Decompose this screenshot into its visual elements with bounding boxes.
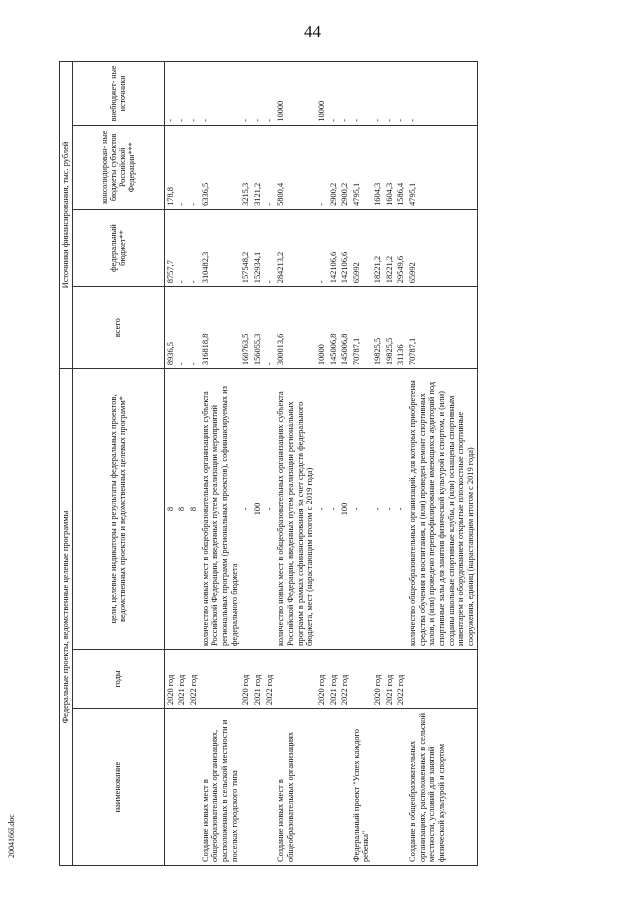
table-row — [316, 62, 328, 866]
cell-consolidated: 4795,1 — [407, 125, 477, 209]
cell-consolidated: 6336,5 — [200, 125, 241, 209]
cell-name: Создание новых мест в общеобразовательных организациях — [275, 709, 316, 866]
header-consolidated: консолидирован- ные бюджеты субъектов Российской Федерации*** — [72, 125, 164, 209]
header-group-projects: Федеральные проекты, ведомственные целевые программы — [60, 369, 73, 866]
cell-name: Федеральный проект "Успех каждого ребенка" — [351, 709, 372, 866]
table-row — [384, 62, 396, 866]
table-row — [188, 62, 200, 866]
header-total: всего — [72, 287, 164, 369]
cell-extra: - — [395, 62, 407, 126]
table-row — [351, 62, 372, 866]
cell-total: 145006,8 — [328, 287, 340, 369]
cell-year — [275, 649, 316, 708]
cell-total: 10000 — [316, 287, 328, 369]
cell-federal: 18221,2 — [384, 209, 396, 286]
cell-year — [407, 649, 477, 708]
cell-name — [328, 709, 340, 866]
cell-extra: - — [176, 62, 188, 126]
header-group-sources: Источники финансирования, тыс. рублей — [60, 62, 73, 369]
cell-consolidated: 3121,2 — [252, 125, 264, 209]
cell-federal: 157548,2 — [240, 209, 252, 286]
cell-consolidated: - — [316, 125, 328, 209]
cell-total: 70787,1 — [407, 287, 477, 369]
cell-year: 2021 год — [328, 649, 340, 708]
header-name: наименование — [72, 709, 164, 866]
cell-name — [252, 709, 264, 866]
cell-extra: - — [240, 62, 252, 126]
cell-federal: 18221,2 — [372, 209, 384, 286]
cell-federal: 65992 — [351, 209, 372, 286]
cell-extra: - — [372, 62, 384, 126]
cell-year: 2021 год — [252, 649, 264, 708]
cell-goal: - — [351, 369, 372, 650]
table-row — [339, 62, 351, 866]
cell-goal: 8 — [176, 369, 188, 650]
cell-total: 19825,5 — [384, 287, 396, 369]
cell-year: 2020 год — [164, 649, 176, 708]
cell-goal: - — [372, 369, 384, 650]
table-row — [240, 62, 252, 866]
cell-total: 19825,5 — [372, 287, 384, 369]
cell-name — [188, 709, 200, 866]
rotated-table-area — [59, 61, 634, 866]
table-body — [164, 62, 477, 866]
cell-total: 8936,5 — [164, 287, 176, 369]
cell-extra: - — [384, 62, 396, 126]
cell-federal: 142106,6 — [328, 209, 340, 286]
cell-federal: 8757,7 — [164, 209, 176, 286]
cell-federal: 310482,3 — [200, 209, 241, 286]
table-row — [176, 62, 188, 866]
cell-goal: 8 — [164, 369, 176, 650]
cell-extra: - — [188, 62, 200, 126]
header-goals: цели, целевые индикаторы и результаты федеральных проектов, ведомственных проектов и ведомственных целевых программ* — [72, 369, 164, 650]
table-row — [252, 62, 264, 866]
header-extrabudget: внебюджет- ные источники — [72, 62, 164, 126]
cell-goal: 8 — [188, 369, 200, 650]
cell-consolidated: 3215,3 — [240, 125, 252, 209]
cell-extra: - — [252, 62, 264, 126]
cell-federal: 65992 — [407, 209, 477, 286]
cell-goal: - — [264, 369, 276, 650]
cell-name — [176, 709, 188, 866]
cell-name — [240, 709, 252, 866]
cell-extra: - — [351, 62, 372, 126]
cell-name — [316, 709, 328, 866]
cell-goal: - — [395, 369, 407, 650]
cell-year: 2020 год — [240, 649, 252, 708]
cell-name — [264, 709, 276, 866]
cell-total: 70787,1 — [351, 287, 372, 369]
cell-name — [372, 709, 384, 866]
cell-total: 156055,3 — [252, 287, 264, 369]
cell-federal: 152934,1 — [252, 209, 264, 286]
cell-goal: 100 — [252, 369, 264, 650]
cell-total: 316818,8 — [200, 287, 241, 369]
cell-extra: - — [164, 62, 176, 126]
cell-year: 2021 год — [176, 649, 188, 708]
cell-consolidated: - — [188, 125, 200, 209]
cell-total: - — [188, 287, 200, 369]
cell-year: 2020 год — [316, 649, 328, 708]
cell-year: 2022 год — [264, 649, 276, 708]
cell-total: 300013,6 — [275, 287, 316, 369]
cell-goal: количество новых мест в общеобразовательных организациях субъекта Российской Федерации, введенных путем реализации региональных программ в рамках софинансирования за счет средств федерального бюджета, мест (нарастающим итогом с 2019 года) — [275, 369, 316, 650]
cell-consolidated: 1604,3 — [372, 125, 384, 209]
table-row — [372, 62, 384, 866]
cell-extra: - — [200, 62, 241, 126]
cell-total: 160763,5 — [240, 287, 252, 369]
cell-consolidated: - — [176, 125, 188, 209]
cell-total: - — [264, 287, 276, 369]
page-number: 44 — [304, 22, 321, 41]
cell-extra: 10000 — [316, 62, 328, 126]
cell-total: 31136 — [395, 287, 407, 369]
cell-extra: 10000 — [275, 62, 316, 126]
cell-goal: количество новых мест в общеобразовательных организациях субъекта Российской Федерации, введенных путем реализации мероприятий региональных программ (региональных проектов), софинансируемых из федерального бюджета — [200, 369, 241, 650]
cell-consolidated: 178,8 — [164, 125, 176, 209]
header-federal: федеральный бюджет** — [72, 209, 164, 286]
cell-year: 2022 год — [395, 649, 407, 708]
cell-year: 2020 год — [372, 649, 384, 708]
cell-consolidated: - — [264, 125, 276, 209]
cell-goal: - — [316, 369, 328, 650]
table-row — [328, 62, 340, 866]
cell-total: 145006,8 — [339, 287, 351, 369]
cell-consolidated: 1586,4 — [395, 125, 407, 209]
cell-goal: количество общеобразовательных организаций, для которых приобретены средства обучения и воспитания, и (или) проведен ремонт спортивных залов, и (или) проведено перепрофилирование имеющихся аудиторий под спортивные залы для занятия физической культурой и спортом, и (или) созданы школьные спортивные клубы, и (или) оснащены спортивным инвентарем и оборудованием открытые плоскостные спортивные сооружения, единиц (нарастающим итогом с 2019 года) — [407, 369, 477, 650]
cell-consolidated: 5800,4 — [275, 125, 316, 209]
cell-consolidated: 2900,2 — [328, 125, 340, 209]
cell-name — [395, 709, 407, 866]
cell-extra: - — [264, 62, 276, 126]
cell-name — [339, 709, 351, 866]
cell-federal: - — [316, 209, 328, 286]
cell-goal: - — [384, 369, 396, 650]
cell-extra: - — [328, 62, 340, 126]
cell-year: 2022 год — [188, 649, 200, 708]
cell-year: 2021 год — [384, 649, 396, 708]
cell-federal: 142106,6 — [339, 209, 351, 286]
cell-federal: - — [264, 209, 276, 286]
cell-goal: - — [328, 369, 340, 650]
cell-federal: - — [176, 209, 188, 286]
financing-table — [59, 61, 478, 866]
cell-goal: 100 — [339, 369, 351, 650]
cell-name — [384, 709, 396, 866]
cell-goal: - — [240, 369, 252, 650]
table-row — [407, 62, 477, 866]
cell-extra: - — [407, 62, 477, 126]
table-row — [200, 62, 241, 866]
cell-consolidated: 4795,1 — [351, 125, 372, 209]
cell-name: Создание в общеобразовательных организациях, расположенных в сельской местности, условий для занятий физической культурой и спортом — [407, 709, 477, 866]
cell-federal: 284213,2 — [275, 209, 316, 286]
cell-name: Создание новых мест в общеобразовательных организациях, расположенных в сельской местности и поселках городского типа — [200, 709, 241, 866]
cell-total: - — [176, 287, 188, 369]
cell-federal: - — [188, 209, 200, 286]
cell-year — [351, 649, 372, 708]
table-row — [395, 62, 407, 866]
cell-year: 2022 год — [339, 649, 351, 708]
cell-consolidated: 2900,2 — [339, 125, 351, 209]
header-years: годы — [72, 649, 164, 708]
table-row — [264, 62, 276, 866]
cell-federal: 29549,6 — [395, 209, 407, 286]
cell-name — [164, 709, 176, 866]
cell-extra: - — [339, 62, 351, 126]
cell-year — [200, 649, 241, 708]
table-row — [275, 62, 316, 866]
document-filename: 2004166l.doc — [7, 814, 16, 858]
table-row — [164, 62, 176, 866]
cell-consolidated: 1604,3 — [384, 125, 396, 209]
